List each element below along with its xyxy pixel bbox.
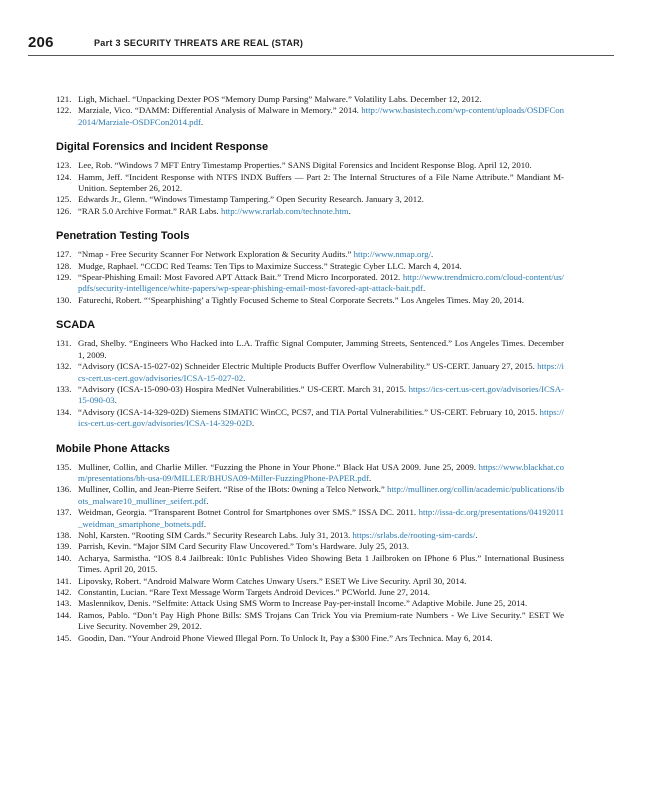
reference-link[interactable]: http://www.trendmicro.com/cloud-content/us/pdfs/security-intelligence/white-papers/wp-spear-phishing-email-most-favored-apt-attack-bait.pdf [78,272,564,294]
page-header [28,34,614,54]
header-rule [28,55,614,56]
page-number: 206 [28,34,54,51]
section-heading: SCADA [56,319,96,332]
reference-item [56,194,564,205]
section-heading: Mobile Phone Attacks [56,442,170,455]
reference-number: 121. [56,94,72,104]
reference-link[interactable]: http://www.rarlab.com/technote.htm [220,205,349,216]
reference-number: 141. [56,575,72,586]
reference-item [56,172,564,195]
reference-number: 123. [56,160,72,171]
reference-link[interactable]: https://ics-cert.us-cert.gov/advisories/ICSA-15-090-03 [78,383,564,406]
reference-text: Weidman, Georgia. “Transparent Botnet Control for Smartphones over SMS.” ISSA DC. 2011. [78,507,419,518]
reference-text: Lee, Rob. “Windows 7 MFT Entry Timestamp Properties.” SANS Digital Forensics and Incident Response Blog. April 12, 2010. [78,160,532,171]
reference-text: Lipovsky, Robert. “Android Malware Worm Catches Unwary Users.” ESET We Live Security. April 30, 2014. [78,575,467,586]
reference-text: Ramos, Pablo. “Don’t Pay High Phone Bills: SMS Trojans Can Trick You via Premium-rate Numbers - We Live Security.” ESET We Live Security. November 29, 2012. [78,609,564,632]
reference-number: 137. [56,507,72,518]
reference-text: “Nmap - Free Security Scanner For Network Exploration & Security Audits.” [78,249,354,260]
reference-punct: . [422,283,426,294]
reference-link[interactable]: http://www.nmap.org/ [353,249,432,260]
reference-item [56,541,564,552]
reference-punct: . [475,529,478,540]
reference-number: 135. [56,461,72,472]
reference-number: 139. [56,541,72,552]
reference-item [56,633,564,644]
reference-number: 143. [56,598,72,609]
reference-punct: . [431,249,434,260]
reference-number: 132. [56,361,72,372]
reference-text: “Advisory (ICSA-15-027-02) Schneider Electric Multiple Products Buffer Overflow Vulnerability.” US-CERT. January 27, 2015. [78,361,538,372]
reference-text: Grad, Shelby. “Engineers Who Hacked into L.A. Traffic Signal Computer, Jamming Streets, Sentenced.” Los Angeles Times. December 1, 2009. [78,338,564,360]
reference-text: Mudge, Raphael. “CCDC Red Teams: Ten Tips to Maximize Success.” Strategic Cyber LLC. March 4, 2014. [78,260,462,271]
reference-punct: . [200,116,204,127]
reference-punct: . [251,418,255,429]
reference-item [56,576,564,587]
references-list [56,94,564,644]
reference-punct: . [369,472,372,483]
reference-link[interactable]: http://issa-dc.org/presentations/04192011_weidman_smartphone_botnets.pdf [78,507,564,529]
reference-item [56,507,564,530]
reference-text: “Advisory (ICSA-15-090-03) Hospira MedNet Vulnerabilities.” US-CERT. March 31, 2015. [78,383,409,394]
reference-link[interactable]: https://www.blackhat.com/presentations/bh-usa-09/MILLER/BHUSA09-Miller-FuzzingPhone-PAPER.pdf [78,461,564,483]
reference-item [56,105,564,128]
reference-item [56,295,564,306]
reference-text: Mulliner, Collin, and Charlie Miller. “Fuzzing the Phone in Your Phone.” Black Hat USA 2009. June 25, 2009. [78,461,479,472]
reference-item [56,384,564,407]
reference-number: 144. [56,609,72,620]
running-title: Part 3 SECURITY THREATS ARE REAL (STAR) [94,38,304,48]
reference-item [56,261,564,272]
section-heading: Penetration Testing Tools [56,230,190,243]
reference-text: Constantin, Lucian. “Rare Text Message Worm Targets Android Devices.” PCWorld. June 27, 2014. [78,587,430,597]
reference-link[interactable]: http://mulliner.org/collin/academic/publications/ibots_malware10_mulliner_seifert.pdf [78,484,564,506]
reference-number: 133. [56,383,72,394]
reference-text: Acharya, Sarmistha. “IOS 8.4 Jailbreak: I0n1c Publishes Video Showing Beta 1 Jailbroken on IPhone 6 Plus.” International Business Times. April 20, 2015. [78,552,564,575]
reference-text: “RAR 5.0 Archive Format.” RAR Labs. [78,205,221,216]
reference-text: Goodin, Dan. “Your Android Phone Viewed Illegal Porn. To Unlock It, Pay a $300 Fine.” Ars Technica. May 6, 2014. [78,632,493,643]
reference-number: 145. [56,632,72,643]
reference-link[interactable]: http://www.basistech.com/wp-content/uploads/OSDFCon2014/Marziale-OSDFCon2014.pdf [78,105,564,127]
reference-text: Mulliner, Collin, and Jean-Pierre Seifert. “Rise of the IBots: 0wning a Telco Network.” [78,484,388,495]
reference-item [56,530,564,541]
reference-number: 131. [56,338,72,349]
reference-number: 126. [56,205,72,216]
reference-number: 140. [56,552,72,563]
reference-number: 125. [56,194,72,205]
reference-link[interactable]: https://ics-cert.us-cert.gov/advisories/ICSA-14-329-02D [78,406,564,429]
section-heading: Digital Forensics and Incident Response [56,141,269,154]
reference-item [56,587,564,598]
reference-punct: . [203,518,207,529]
reference-text: Maslennikov, Denis. “Selfmite: Attack Using SMS Worm to Increase Pay-per-install Income.” Adaptive Mobile. June 25, 2014. [78,598,528,609]
reference-item [56,361,564,384]
reference-item [56,206,564,217]
reference-number: 129. [56,272,72,283]
reference-number: 138. [56,529,72,540]
reference-item [56,272,564,295]
reference-punct: . [206,495,209,506]
reference-text: Ligh, Michael. “Unpacking Dexter POS “Memory Dump Parsing” Malware.” Volatility Labs. December 12, 2012. [78,94,482,104]
reference-punct: . [348,205,351,216]
reference-item [56,249,564,260]
reference-punct: . [114,395,117,406]
reference-text: Edwards Jr., Glenn. “Windows Timestamp Tampering.” Open Security Research. January 3, 2012. [78,194,424,205]
reference-number: 142. [56,587,72,597]
reference-number: 124. [56,171,72,182]
reference-text: Parrish, Kevin. “Major SIM Card Security Flaw Uncovered.” Tom’s Hardware. July 25, 2013. [78,541,409,552]
reference-item [56,338,564,361]
reference-item [56,484,564,507]
reference-number: 127. [56,249,72,260]
reference-punct: . [243,372,246,383]
reference-number: 136. [56,484,72,495]
reference-number: 130. [56,294,72,305]
reference-text: Faturechi, Robert. “‘Spearphishing’ a Tightly Focused Scheme to Steal Corporate Secrets.” Los Angeles Times. May 20, 2014. [78,294,524,305]
reference-number: 122. [56,105,72,116]
reference-text: Nohl, Karsten. “Rooting SIM Cards.” Security Research Labs. July 31, 2013. [78,529,353,540]
reference-text: “Advisory (ICSA-14-329-02D) Siemens SIMATIC WinCC, PCS7, and TIA Portal Vulnerabilities.” US-CERT. February 10, 2015. [78,406,540,417]
reference-text: Marziale, Vico. “DAMM: Differential Analysis of Malware in Memory.” 2014. [78,105,362,116]
reference-number: 128. [56,260,72,271]
reference-item [56,407,564,430]
reference-item [56,610,564,633]
reference-link[interactable]: https://ics-cert.us-cert.gov/advisories/ICSA-15-027-02 [78,361,564,383]
reference-item [56,598,564,609]
reference-number: 134. [56,406,72,417]
reference-item [56,462,564,485]
reference-text: “Spear-Phishing Email: Most Favored APT Attack Bait.” Trend Micro Incorporated. 2012. [78,272,403,283]
reference-link[interactable]: https://srlabs.de/rooting-sim-cards/ [352,529,476,540]
reference-item [56,94,564,105]
reference-item [56,553,564,576]
reference-item [56,160,564,171]
reference-text: Hamm, Jeff. “Incident Response with NTFS INDX Buffers — Part 2: The Internal Structures of a File Name Attribute.” Mandiant M-Unition. September 26, 2012. [78,171,564,194]
